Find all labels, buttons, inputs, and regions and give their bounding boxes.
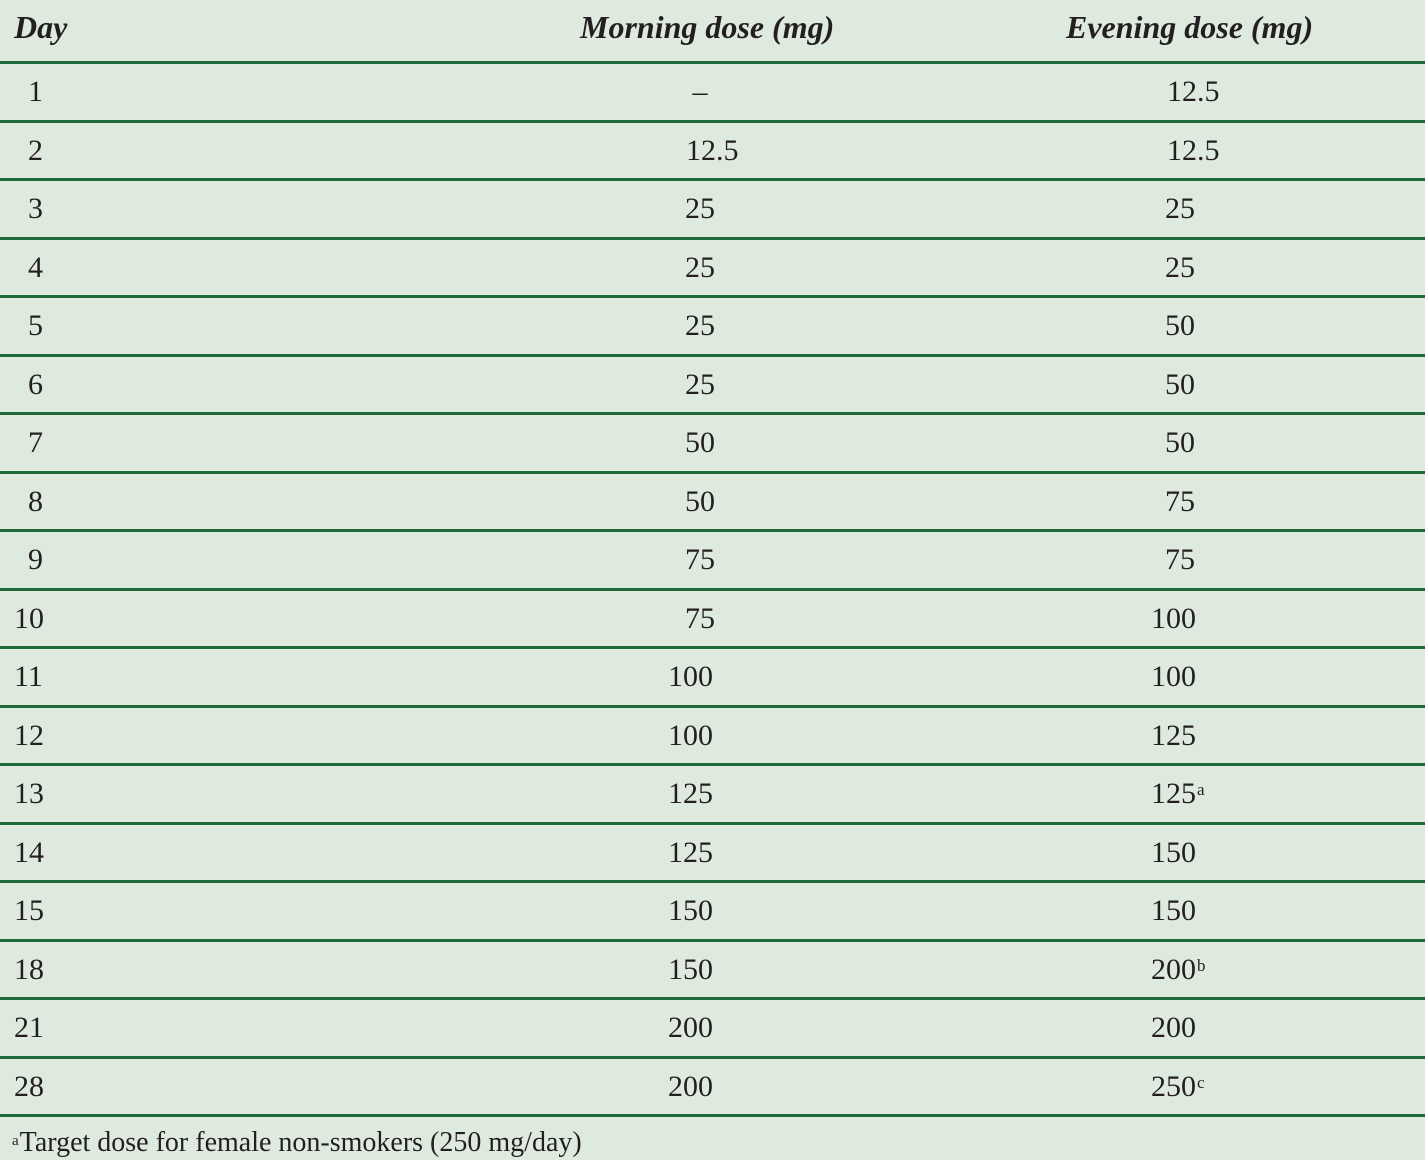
footnote-marker: b: [1197, 955, 1206, 975]
table-row: [0, 766, 1425, 825]
cell-morning-dose: 75: [685, 601, 715, 635]
footnote-marker: a: [1197, 780, 1205, 799]
cell-morning-dose: 150: [668, 952, 713, 986]
table-row: [0, 708, 1425, 767]
cell-day: 28: [14, 1069, 44, 1103]
cell-day: 1: [28, 75, 43, 108]
table-header: [0, 0, 1425, 64]
cell-day: 8: [28, 484, 43, 518]
table-row: [0, 591, 1425, 650]
table-row: [0, 240, 1425, 299]
footnote: [12, 1127, 582, 1159]
cell-day: 10: [14, 601, 44, 635]
table-row: [0, 649, 1425, 708]
cell-evening-dose: [1151, 895, 1196, 927]
cell-day: 6: [28, 367, 43, 401]
cell-morning-dose: 200: [668, 1069, 713, 1103]
cell-day: 9: [28, 543, 43, 576]
cell-morning-dose: 100: [668, 718, 713, 752]
table-row: [0, 298, 1425, 357]
cell-evening-value: 12.5: [1167, 75, 1220, 108]
cell-morning-dose: 25: [685, 192, 715, 225]
cell-day: 11: [14, 660, 43, 693]
cell-evening-dose: [1151, 720, 1196, 752]
cell-evening-dose: [1151, 661, 1196, 693]
cell-morning-dose: 25: [685, 367, 715, 401]
cell-morning-dose: –: [692, 75, 708, 108]
cell-evening-value: 125: [1151, 718, 1196, 752]
footnote-text: Target dose for female non-smokers (250 mg/day): [19, 1127, 582, 1158]
cell-morning-dose: 25: [685, 309, 715, 342]
header-morning-dose: Morning dose (mg): [580, 9, 835, 45]
cell-evening-dose: [1151, 837, 1196, 869]
cell-day: 12: [14, 718, 44, 752]
cell-morning-dose: 200: [668, 1011, 713, 1044]
table-row: [0, 825, 1425, 884]
table-row: [0, 357, 1425, 416]
cell-day: 4: [28, 250, 43, 284]
cell-evening-dose: [1165, 193, 1195, 225]
cell-evening-value: 75: [1165, 484, 1195, 518]
cell-evening-value: 100: [1151, 660, 1196, 693]
cell-evening-value: 200: [1151, 1011, 1196, 1044]
cell-evening-dose: [1165, 486, 1195, 518]
cell-evening-dose: [1167, 76, 1220, 108]
cell-evening-dose: [1165, 427, 1195, 459]
table-row: [0, 883, 1425, 942]
cell-morning-dose: 50: [685, 426, 715, 459]
header-evening-dose: Evening dose (mg): [1066, 9, 1314, 45]
cell-evening-value: 75: [1165, 543, 1195, 576]
table-row: [0, 1059, 1425, 1118]
cell-evening-dose: [1165, 310, 1195, 342]
cell-morning-dose: 100: [668, 660, 713, 693]
cell-evening-value: 25: [1165, 250, 1195, 284]
cell-evening-value: 12.5: [1167, 133, 1220, 167]
cell-morning-dose: 12.5: [686, 133, 739, 167]
header-day: Day: [14, 9, 68, 45]
cell-evening-dose: [1165, 544, 1195, 576]
cell-day: 7: [28, 426, 43, 459]
cell-morning-dose: 125: [668, 835, 713, 869]
cell-day: 14: [14, 835, 44, 869]
cell-evening-dose: [1151, 954, 1206, 986]
footnote-marker: c: [1197, 1072, 1205, 1092]
table-row: [0, 532, 1425, 591]
cell-evening-value: 100: [1151, 601, 1196, 635]
cell-morning-dose: 25: [685, 250, 715, 284]
table-row: [0, 1000, 1425, 1059]
table-row: [0, 474, 1425, 533]
cell-evening-dose: [1151, 1071, 1205, 1103]
cell-evening-value: 50: [1165, 309, 1195, 342]
cell-day: 13: [14, 777, 44, 810]
table-row: [0, 181, 1425, 240]
footnote-marker: a: [12, 1133, 19, 1149]
cell-evening-value: 150: [1151, 835, 1196, 869]
cell-morning-dose: 125: [668, 777, 713, 810]
cell-evening-dose: [1151, 603, 1196, 635]
cell-evening-value: 50: [1165, 367, 1195, 401]
cell-evening-value: 125: [1151, 777, 1196, 810]
cell-day: 18: [14, 952, 44, 986]
cell-day: 3: [28, 192, 43, 225]
cell-evening-value: 25: [1165, 192, 1195, 225]
cell-morning-dose: 150: [668, 894, 713, 927]
cell-morning-dose: 75: [685, 543, 715, 576]
cell-day: 15: [14, 894, 44, 927]
cell-day: 5: [28, 309, 43, 342]
cell-day: 2: [28, 133, 43, 167]
cell-evening-value: 150: [1151, 894, 1196, 927]
table-body: [0, 64, 1425, 1117]
cell-morning-dose: 50: [685, 484, 715, 518]
table-row: [0, 123, 1425, 182]
cell-evening-dose: [1167, 135, 1220, 167]
cell-evening-value: 50: [1165, 426, 1195, 459]
table-row: [0, 942, 1425, 1001]
cell-evening-value: 200: [1151, 952, 1196, 986]
table-row: [0, 64, 1425, 123]
table-row: [0, 415, 1425, 474]
cell-evening-dose: [1165, 369, 1195, 401]
cell-evening-dose: [1151, 1012, 1196, 1044]
cell-evening-dose: [1151, 778, 1205, 810]
cell-evening-value: 250: [1151, 1069, 1196, 1103]
cell-evening-dose: [1165, 252, 1195, 284]
cell-day: 21: [14, 1011, 44, 1044]
